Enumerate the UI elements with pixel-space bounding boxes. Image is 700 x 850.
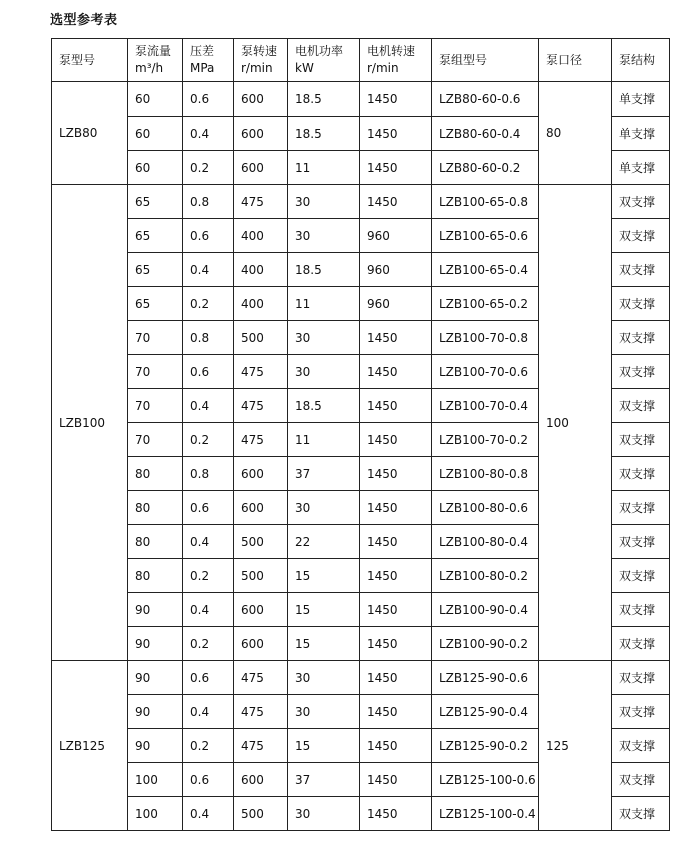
pump-speed-cell: 475 bbox=[234, 423, 288, 457]
flow-cell: 100 bbox=[128, 763, 183, 797]
pump-speed-cell: 600 bbox=[234, 491, 288, 525]
flow-cell: 65 bbox=[128, 185, 183, 219]
unit-model-cell: LZB100-65-0.4 bbox=[432, 253, 539, 287]
unit-model-cell: LZB125-90-0.4 bbox=[432, 695, 539, 729]
header-pressure-diff bbox=[183, 39, 234, 82]
header-unit: m³/h bbox=[135, 61, 164, 75]
flow-cell: 80 bbox=[128, 491, 183, 525]
flow-cell: 60 bbox=[128, 117, 183, 151]
structure-cell: 双支撑 bbox=[612, 287, 670, 321]
flow-cell: 60 bbox=[128, 151, 183, 185]
flow-cell: 70 bbox=[128, 321, 183, 355]
flow-cell: 100 bbox=[128, 797, 183, 831]
pump-speed-cell: 500 bbox=[234, 797, 288, 831]
unit-model-cell: LZB125-90-0.2 bbox=[432, 729, 539, 763]
pump-speed-cell: 600 bbox=[234, 117, 288, 151]
motor-power-cell: 18.5 bbox=[288, 117, 360, 151]
header-motor-speed bbox=[360, 39, 432, 82]
flow-cell: 80 bbox=[128, 525, 183, 559]
structure-cell: 单支撑 bbox=[612, 117, 670, 151]
flow-cell: 80 bbox=[128, 559, 183, 593]
pressure-cell: 0.4 bbox=[183, 117, 234, 151]
pressure-cell: 0.4 bbox=[183, 695, 234, 729]
motor-speed-cell: 1450 bbox=[360, 729, 432, 763]
motor-power-cell: 30 bbox=[288, 695, 360, 729]
diameter-cell: 80 bbox=[539, 82, 612, 185]
unit-model-cell: LZB100-70-0.4 bbox=[432, 389, 539, 423]
motor-power-cell: 15 bbox=[288, 559, 360, 593]
motor-power-cell: 30 bbox=[288, 321, 360, 355]
motor-speed-cell: 1450 bbox=[360, 321, 432, 355]
pressure-cell: 0.6 bbox=[183, 82, 234, 117]
pump-speed-cell: 475 bbox=[234, 389, 288, 423]
pressure-cell: 0.4 bbox=[183, 389, 234, 423]
unit-model-cell: LZB125-100-0.6 bbox=[432, 763, 539, 797]
table-body bbox=[52, 82, 670, 831]
header-label: 压差 bbox=[190, 44, 215, 58]
header-row bbox=[52, 39, 670, 82]
unit-model-cell: LZB100-80-0.6 bbox=[432, 491, 539, 525]
structure-cell: 双支撑 bbox=[612, 627, 670, 661]
structure-cell: 双支撑 bbox=[612, 423, 670, 457]
pressure-cell: 0.6 bbox=[183, 763, 234, 797]
header-label: 泵组型号 bbox=[439, 52, 488, 67]
model-cell: LZB125 bbox=[52, 661, 128, 831]
motor-speed-cell: 1450 bbox=[360, 797, 432, 831]
pump-speed-cell: 400 bbox=[234, 253, 288, 287]
header-pump-structure bbox=[612, 39, 670, 82]
pressure-cell: 0.4 bbox=[183, 525, 234, 559]
structure-cell: 双支撑 bbox=[612, 593, 670, 627]
motor-power-cell: 30 bbox=[288, 797, 360, 831]
flow-cell: 90 bbox=[128, 627, 183, 661]
header-label: 泵转速 bbox=[241, 44, 278, 58]
pressure-cell: 0.4 bbox=[183, 593, 234, 627]
motor-speed-cell: 960 bbox=[360, 219, 432, 253]
pressure-cell: 0.8 bbox=[183, 185, 234, 219]
pump-speed-cell: 400 bbox=[234, 219, 288, 253]
pump-speed-cell: 600 bbox=[234, 593, 288, 627]
motor-speed-cell: 1450 bbox=[360, 763, 432, 797]
unit-model-cell: LZB80-60-0.4 bbox=[432, 117, 539, 151]
pressure-cell: 0.2 bbox=[183, 287, 234, 321]
table-row bbox=[52, 661, 670, 695]
header-pump-model bbox=[52, 39, 128, 82]
structure-cell: 双支撑 bbox=[612, 797, 670, 831]
motor-power-cell: 15 bbox=[288, 627, 360, 661]
motor-speed-cell: 1450 bbox=[360, 525, 432, 559]
pump-speed-cell: 600 bbox=[234, 457, 288, 491]
pressure-cell: 0.8 bbox=[183, 321, 234, 355]
structure-cell: 双支撑 bbox=[612, 457, 670, 491]
flow-cell: 70 bbox=[128, 389, 183, 423]
header-unit: MPa bbox=[190, 61, 215, 75]
unit-model-cell: LZB100-65-0.2 bbox=[432, 287, 539, 321]
motor-power-cell: 30 bbox=[288, 355, 360, 389]
flow-cell: 65 bbox=[128, 253, 183, 287]
unit-model-cell: LZB100-90-0.2 bbox=[432, 627, 539, 661]
header-pump-diameter bbox=[539, 39, 612, 82]
pressure-cell: 0.2 bbox=[183, 627, 234, 661]
selection-table bbox=[51, 38, 670, 831]
structure-cell: 双支撑 bbox=[612, 729, 670, 763]
unit-model-cell: LZB100-90-0.4 bbox=[432, 593, 539, 627]
structure-cell: 双支撑 bbox=[612, 491, 670, 525]
flow-cell: 90 bbox=[128, 661, 183, 695]
pressure-cell: 0.8 bbox=[183, 457, 234, 491]
motor-speed-cell: 1450 bbox=[360, 695, 432, 729]
motor-speed-cell: 960 bbox=[360, 253, 432, 287]
header-pump-speed bbox=[234, 39, 288, 82]
pressure-cell: 0.4 bbox=[183, 253, 234, 287]
motor-power-cell: 15 bbox=[288, 593, 360, 627]
structure-cell: 双支撑 bbox=[612, 355, 670, 389]
model-cell: LZB100 bbox=[52, 185, 128, 661]
flow-cell: 65 bbox=[128, 219, 183, 253]
motor-power-cell: 18.5 bbox=[288, 253, 360, 287]
motor-speed-cell: 1450 bbox=[360, 457, 432, 491]
unit-model-cell: LZB100-70-0.8 bbox=[432, 321, 539, 355]
header-unit: r/min bbox=[367, 61, 399, 75]
pump-speed-cell: 600 bbox=[234, 763, 288, 797]
pump-speed-cell: 475 bbox=[234, 729, 288, 763]
structure-cell: 双支撑 bbox=[612, 695, 670, 729]
diameter-cell: 125 bbox=[539, 661, 612, 831]
motor-speed-cell: 1450 bbox=[360, 185, 432, 219]
header-motor-power bbox=[288, 39, 360, 82]
pump-speed-cell: 500 bbox=[234, 559, 288, 593]
pump-speed-cell: 500 bbox=[234, 321, 288, 355]
motor-power-cell: 30 bbox=[288, 185, 360, 219]
motor-power-cell: 37 bbox=[288, 457, 360, 491]
pressure-cell: 0.2 bbox=[183, 423, 234, 457]
flow-cell: 80 bbox=[128, 457, 183, 491]
structure-cell: 双支撑 bbox=[612, 185, 670, 219]
structure-cell: 单支撑 bbox=[612, 82, 670, 117]
unit-model-cell: LZB100-80-0.4 bbox=[432, 525, 539, 559]
pump-speed-cell: 475 bbox=[234, 661, 288, 695]
pump-speed-cell: 600 bbox=[234, 151, 288, 185]
header-label: 泵口径 bbox=[546, 52, 583, 67]
header-unit: kW bbox=[295, 61, 314, 75]
motor-speed-cell: 1450 bbox=[360, 627, 432, 661]
unit-model-cell: LZB100-70-0.2 bbox=[432, 423, 539, 457]
pump-speed-cell: 475 bbox=[234, 695, 288, 729]
motor-power-cell: 30 bbox=[288, 219, 360, 253]
motor-power-cell: 22 bbox=[288, 525, 360, 559]
structure-cell: 双支撑 bbox=[612, 389, 670, 423]
pressure-cell: 0.2 bbox=[183, 729, 234, 763]
header-pump-flow bbox=[128, 39, 183, 82]
pressure-cell: 0.6 bbox=[183, 661, 234, 695]
pump-speed-cell: 475 bbox=[234, 355, 288, 389]
motor-speed-cell: 1450 bbox=[360, 559, 432, 593]
structure-cell: 单支撑 bbox=[612, 151, 670, 185]
pressure-cell: 0.6 bbox=[183, 219, 234, 253]
motor-power-cell: 11 bbox=[288, 287, 360, 321]
header-label: 泵结构 bbox=[619, 52, 656, 67]
motor-power-cell: 15 bbox=[288, 729, 360, 763]
pressure-cell: 0.6 bbox=[183, 355, 234, 389]
header-label: 泵流量 bbox=[135, 44, 172, 58]
motor-speed-cell: 1450 bbox=[360, 389, 432, 423]
motor-speed-cell: 1450 bbox=[360, 423, 432, 457]
motor-speed-cell: 1450 bbox=[360, 661, 432, 695]
unit-model-cell: LZB125-100-0.4 bbox=[432, 797, 539, 831]
structure-cell: 双支撑 bbox=[612, 559, 670, 593]
motor-speed-cell: 1450 bbox=[360, 355, 432, 389]
flow-cell: 70 bbox=[128, 355, 183, 389]
structure-cell: 双支撑 bbox=[612, 219, 670, 253]
header-unit: r/min bbox=[241, 61, 273, 75]
motor-speed-cell: 1450 bbox=[360, 82, 432, 117]
unit-model-cell: LZB100-65-0.6 bbox=[432, 219, 539, 253]
pressure-cell: 0.6 bbox=[183, 491, 234, 525]
header-unit-model bbox=[432, 39, 539, 82]
pressure-cell: 0.2 bbox=[183, 559, 234, 593]
structure-cell: 双支撑 bbox=[612, 321, 670, 355]
unit-model-cell: LZB125-90-0.6 bbox=[432, 661, 539, 695]
flow-cell: 65 bbox=[128, 287, 183, 321]
pump-speed-cell: 600 bbox=[234, 82, 288, 117]
unit-model-cell: LZB100-65-0.8 bbox=[432, 185, 539, 219]
structure-cell: 双支撑 bbox=[612, 661, 670, 695]
motor-power-cell: 11 bbox=[288, 151, 360, 185]
pressure-cell: 0.4 bbox=[183, 797, 234, 831]
flow-cell: 60 bbox=[128, 82, 183, 117]
pump-speed-cell: 500 bbox=[234, 525, 288, 559]
pressure-cell: 0.2 bbox=[183, 151, 234, 185]
motor-power-cell: 30 bbox=[288, 491, 360, 525]
motor-speed-cell: 1450 bbox=[360, 117, 432, 151]
unit-model-cell: LZB80-60-0.6 bbox=[432, 82, 539, 117]
structure-cell: 双支撑 bbox=[612, 525, 670, 559]
flow-cell: 90 bbox=[128, 695, 183, 729]
flow-cell: 90 bbox=[128, 593, 183, 627]
motor-power-cell: 18.5 bbox=[288, 82, 360, 117]
table-row bbox=[52, 82, 670, 117]
unit-model-cell: LZB80-60-0.2 bbox=[432, 151, 539, 185]
page-title: 选型参考表 bbox=[50, 13, 118, 28]
motor-power-cell: 37 bbox=[288, 763, 360, 797]
flow-cell: 90 bbox=[128, 729, 183, 763]
header-label: 电机转速 bbox=[367, 44, 416, 58]
motor-speed-cell: 960 bbox=[360, 287, 432, 321]
structure-cell: 双支撑 bbox=[612, 253, 670, 287]
motor-speed-cell: 1450 bbox=[360, 151, 432, 185]
motor-speed-cell: 1450 bbox=[360, 593, 432, 627]
motor-power-cell: 18.5 bbox=[288, 389, 360, 423]
unit-model-cell: LZB100-70-0.6 bbox=[432, 355, 539, 389]
motor-power-cell: 11 bbox=[288, 423, 360, 457]
diameter-cell: 100 bbox=[539, 185, 612, 661]
header-label: 泵型号 bbox=[59, 52, 96, 67]
header-label: 电机功率 bbox=[295, 44, 344, 58]
motor-speed-cell: 1450 bbox=[360, 491, 432, 525]
model-cell: LZB80 bbox=[52, 82, 128, 185]
unit-model-cell: LZB100-80-0.2 bbox=[432, 559, 539, 593]
table-row bbox=[52, 185, 670, 219]
unit-model-cell: LZB100-80-0.8 bbox=[432, 457, 539, 491]
flow-cell: 70 bbox=[128, 423, 183, 457]
motor-power-cell: 30 bbox=[288, 661, 360, 695]
structure-cell: 双支撑 bbox=[612, 763, 670, 797]
pump-speed-cell: 475 bbox=[234, 185, 288, 219]
pump-speed-cell: 400 bbox=[234, 287, 288, 321]
pump-speed-cell: 600 bbox=[234, 627, 288, 661]
